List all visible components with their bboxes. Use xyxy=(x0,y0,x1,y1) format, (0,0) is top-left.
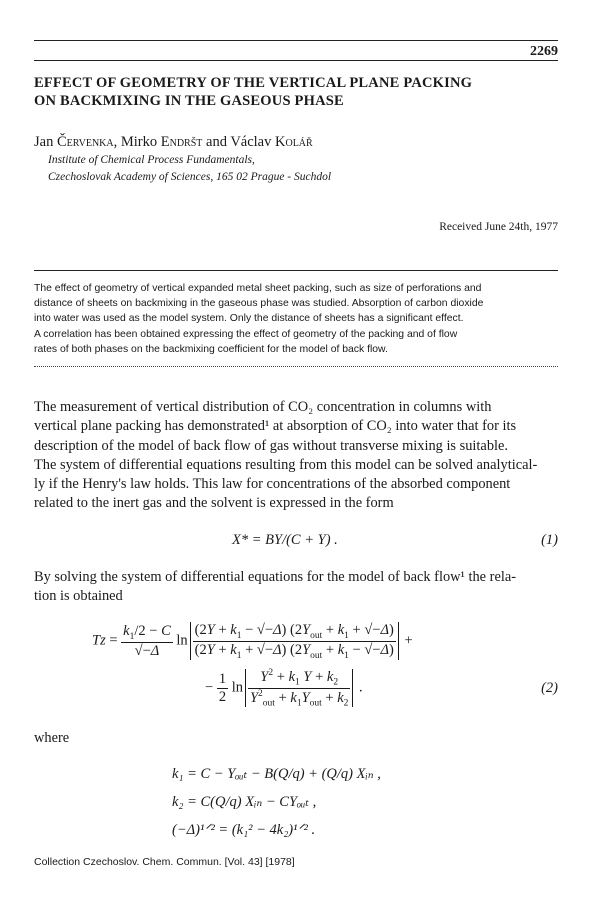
equation-2-number: (2) xyxy=(541,680,558,696)
affiliation xyxy=(48,152,331,186)
abstract-line: rates of both phases on the backmixing coefficient for the model of back flow. xyxy=(34,343,388,355)
top-rule xyxy=(34,40,558,41)
definition-delta: (−Δ)¹ᐟ² = (k₁² − 4k₂)¹ᐟ² . xyxy=(172,822,316,838)
equation-2-line-1: Tz = $\frac{k_1/2 - C}{√-\Delta}$ ln $\frac{(2Y + k_1 - √-\Delta) (2Y_{out} + k_1 + √-\Delta)}{(2Y + k_1 + √-\Delta) (2Y_{out} + k_1 - √-\Delta)}$ + xyxy=(92,622,413,661)
author-1-last: Červenka xyxy=(56,134,114,150)
text-line: By solving the system of differential equations for the model of back flow¹ the rela- xyxy=(34,569,517,585)
abstract-bottom-rule xyxy=(34,366,558,367)
text-line: related to the inert gas and the solvent is expressed in the form xyxy=(34,495,394,512)
paragraph-2 xyxy=(34,568,559,607)
abstract-line: A correlation has been obtained expressing the effect of geometry of the packing and of flow xyxy=(34,328,458,340)
affiliation-line-2: Czechoslovak Academy of Sciences, 165 02 Prague - Suchdol xyxy=(48,171,332,183)
author-sep-1: , Mirko xyxy=(113,134,161,150)
affiliation-line-1: Institute of Chemical Process Fundamentals, xyxy=(48,154,255,166)
article-title xyxy=(34,74,574,110)
text-line: tion is obtained xyxy=(34,588,123,605)
definition-k2: k₂ = C(Q/q) Xᵢₙ − CYₒᵤₜ , xyxy=(172,794,317,810)
equation-2-line-2: − $\frac{1}{2}$ ln $\frac{Y^2 + k_1 Y + k_2}{Y^2_{out} + k_1Y_{out} + k_2}$ . xyxy=(205,668,363,709)
paragraph-1 xyxy=(34,398,559,514)
author-sep-2: and Václav xyxy=(202,134,275,150)
received-date: Received June 24th, 1977 xyxy=(439,221,558,233)
eq2-fraction-coef: $\frac{k_1/2 - C}{√-\Delta}$ xyxy=(123,622,171,659)
title-line-1: EFFECT OF GEOMETRY OF THE VERTICAL PLANE PACKING xyxy=(34,75,473,91)
author-list xyxy=(34,134,313,151)
author-2-last: Endršt xyxy=(160,134,203,150)
equation-1-number: (1) xyxy=(541,532,558,548)
abstract-line: The effect of geometry of vertical expanded metal sheet packing, such as size of perforations and xyxy=(34,283,482,294)
equation-1: X* = BY/(C + Y) . xyxy=(232,532,338,548)
text-line: description of the model of back flow of gas without transverse mixing is suitable. xyxy=(34,437,508,454)
text-line: The system of differential equations resulting from this model can be solved analytical- xyxy=(34,456,538,473)
abstract-line: into water was used as the model system. Only the distance of sheets has a significant effect. xyxy=(34,313,464,325)
title-line-2: ON BACKMIXING IN THE GASEOUS PHASE xyxy=(34,93,344,109)
text-line: The measurement of vertical distribution of CO₂ concentration in columns with xyxy=(34,399,492,415)
abstract-line: distance of sheets on backmixing in the gaseous phase was studied. Absorption of carbon dioxide xyxy=(34,298,484,310)
page-number: 2269 xyxy=(530,44,558,59)
eq2-fraction-ratio: $\frac{Y^2 + k_1 Y + k_2}{Y^2_{out} + k_1Y_{out} + k_2}$ xyxy=(249,668,349,709)
header-rule xyxy=(34,60,558,61)
eq2-fraction-half: $\frac{1}{2}$ xyxy=(218,670,227,705)
text-line: vertical plane packing has demonstrated¹ at absorption of CO₂ into water that for its xyxy=(34,418,517,435)
text-line: ly if the Henry's law holds. This law for concentrations of the absorbed component xyxy=(34,476,511,493)
author-3-last: Kolář xyxy=(275,134,313,150)
eq2-fraction-log: $\frac{(2Y + k_1 - √-\Delta) (2Y_{out} + k_1 + √-\Delta)}{(2Y + k_1 + √-\Delta) (2Y_{out} + k_1 - √-\Delta)}$ xyxy=(194,622,394,661)
author-1-first: Jan xyxy=(34,134,57,150)
definition-k1: k₁ = C − Yₒᵤₜ − B(Q/q) + (Q/q) Xᵢₙ , xyxy=(172,766,381,782)
abstract xyxy=(34,281,560,357)
where-label: where xyxy=(34,730,70,746)
abstract-top-rule xyxy=(34,270,558,271)
journal-footer: Collection Czechoslov. Chem. Commun. [Vol. 43] [1978] xyxy=(34,856,295,868)
